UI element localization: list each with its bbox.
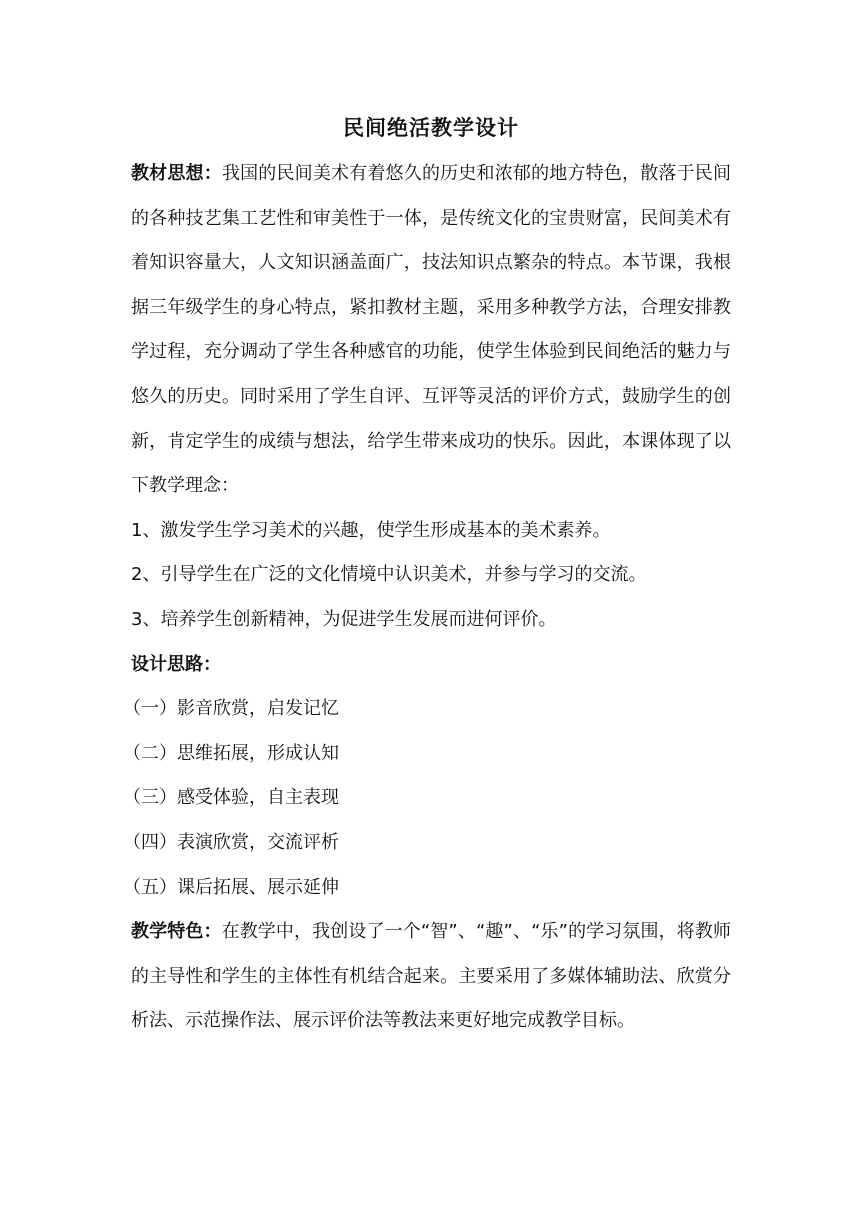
section-teaching-features [131,910,731,1044]
section-label: 教学特色： [131,921,222,943]
design-step-5: （五）课后拓展、展示延伸 [123,876,339,898]
design-step-1: （一）影音欣赏，启发记忆 [123,698,339,720]
concept-item-3: 3、培养学生创新精神，为促进学生发展而进何评价。 [131,608,557,630]
section-design-idea-label: 设计思路： [131,653,221,675]
design-step-4: （四）表演欣赏，交流评析 [123,831,339,853]
section-text: 在教学中，我创设了一个“智”、“趣”、“乐”的学习氛围，将教师的主导性和学生的主体性有机结合起来。主要采用了多媒体辅助法、欣赏分析法、示范操作法、展示评价法等教法来更好地完成教学目标。 [131,921,731,1032]
concept-item-2: 2、引导学生在广泛的文化情境中认识美术，并参与学习的交流。 [131,564,647,586]
design-step-2: （二）思维拓展，形成认知 [123,742,339,764]
section-text: 我国的民间美术有着悠久的历史和浓郁的地方特色，散落于民间的各种技艺集工艺性和审美性于一体，是传统文化的宝贵财富，民间美术有着知识容量大，人文知识涵盖面广，技法知识点繁杂的特点。本节课，我根据三年级学生的身心特点，紧扣教材主题，采用多种教学方法，合理安排教学过程，充分调动了学生各种感官的功能，使学生体验到民间绝活的魅力与悠久的历史。同时采用了学生自评、互评等灵活的评价方式，鼓励学生的创新，肯定学生的成绩与想法，给学生带来成功的快乐。因此，本课体现了以下教学理念： [131,163,731,497]
document-title: 民间绝活教学设计 [343,116,519,140]
concept-item-1: 1、激发学生学习美术的兴趣，使学生形成基本的美术素养。 [131,519,611,541]
document-page [123,108,731,1044]
design-step-3: （三）感受体验，自主表现 [123,787,339,809]
section-label: 教材思想： [131,163,222,184]
section-teaching-material-idea [131,152,731,509]
